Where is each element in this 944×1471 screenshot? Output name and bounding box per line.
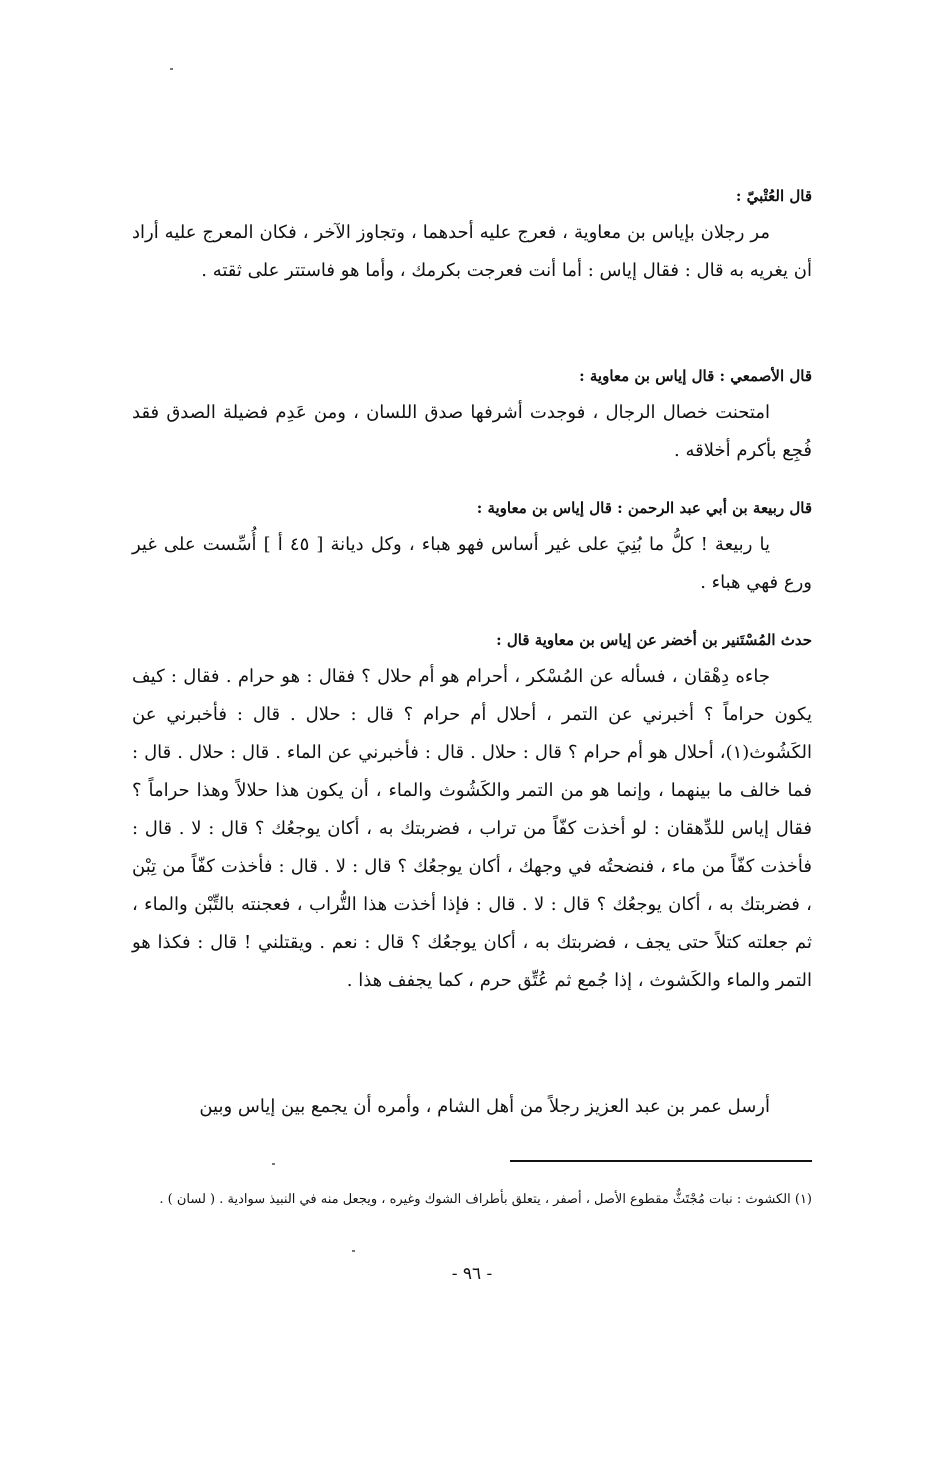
scan-speck: [272, 1163, 275, 1165]
section-4-paragraph: جاءه دِهْقان ، فسأله عن المُسْكر ، أحرام هو أم حلال ؟ فقال : هو حرام . فقال : كيف يكون حراماً ؟ أخبرني عن التمر ، أحلال أم حرام ؟ قال : حلال . قال : فأخبرني عن الكَشُوث(١)، أحلال هو أم حرام ؟ قال : حلال . قال : فأخبرني عن الماء . قال : حلال . قال : فما خالف ما بينهما ، وإنما هو من التمر والكَشُوث والماء ، أن يكون هذا حلالاً وهذا حراماً ؟ فقال إياس للدِّهقان : لو أخذت كفّاً من تراب ، فضربتك به ، أكان يوجعُك ؟ قال : لا . قال : فأخذت كفّاً من ماء ، فنضحتُه في وجهك ، أكان يوجعُك ؟ قال : لا . قال : فأخذت كفّاً من تِبْن ، فضربتك به ، أكان يوجعُك ؟ قال : لا . قال : فإذا أخذت هذا التُّراب ، فعجنته بالتِّبْن والماء ، ثم جعلته كتلاً حتى يجف ، فضربتك به ، أكان يوجعُك ؟ قال : نعم . ويقتلني ! قال : فكذا هو التمر والماء والكَشوث ، إذا جُمع ثم عُتِّق حرم ، كما يجفف هذا .: [132, 666, 812, 991]
section-2-heading: قال الأصمعي : قال إياس بن معاوية :: [579, 367, 812, 385]
section-1-heading: قال العُتْبيّ :: [735, 187, 812, 205]
footnote-separator: [510, 1160, 812, 1162]
page-number: - ٩٦ -: [451, 1264, 493, 1284]
section-2-paragraph: امتحنت خصال الرجال ، فوجدت أشرفها صدق اللسان ، ومن عَدِم فضيلة الصدق فقد فُجِع بأكرم أخلاقه .: [132, 402, 812, 461]
scan-speck: [352, 1250, 355, 1252]
section-3-heading: قال ربيعة بن أبي عبد الرحمن : قال إياس بن معاوية :: [476, 499, 812, 517]
section-1-paragraph: مر رجلان بإياس بن معاوية ، فعرج عليه أحدهما ، وتجاوز الآخر ، فكان المعرج عليه أراد أن يغريه به قال : فقال إياس : أما أنت فعرجت بكرمك ، وأما هو فاستتر على ثقته .: [132, 222, 812, 281]
footnote: (١) الكشوث : نبات مُجْتَثٌّ مقطوع الأصل ، أصفر ، يتعلق بأطراف الشوك وغيره ، ويجعل منه في النبيذ سوادية . ( لسان ) .: [159, 1192, 812, 1207]
scan-speck: [170, 68, 173, 70]
section-3-paragraph: يا ربيعة ! كلُّ ما بُنِيَ على غير أساس فهو هباء ، وكل ديانة [ ٤٥ أ ] أُسِّست على غير ورع فهي هباء .: [132, 534, 812, 593]
section-4-heading: حدث المُسْتَنير بن أخضر عن إياس بن معاوية قال :: [496, 631, 812, 649]
section-5-paragraph: أرسل عمر بن عبد العزيز رجلاً من أهل الشام ، وأمره أن يجمع بين إياس وبين: [199, 1096, 770, 1117]
